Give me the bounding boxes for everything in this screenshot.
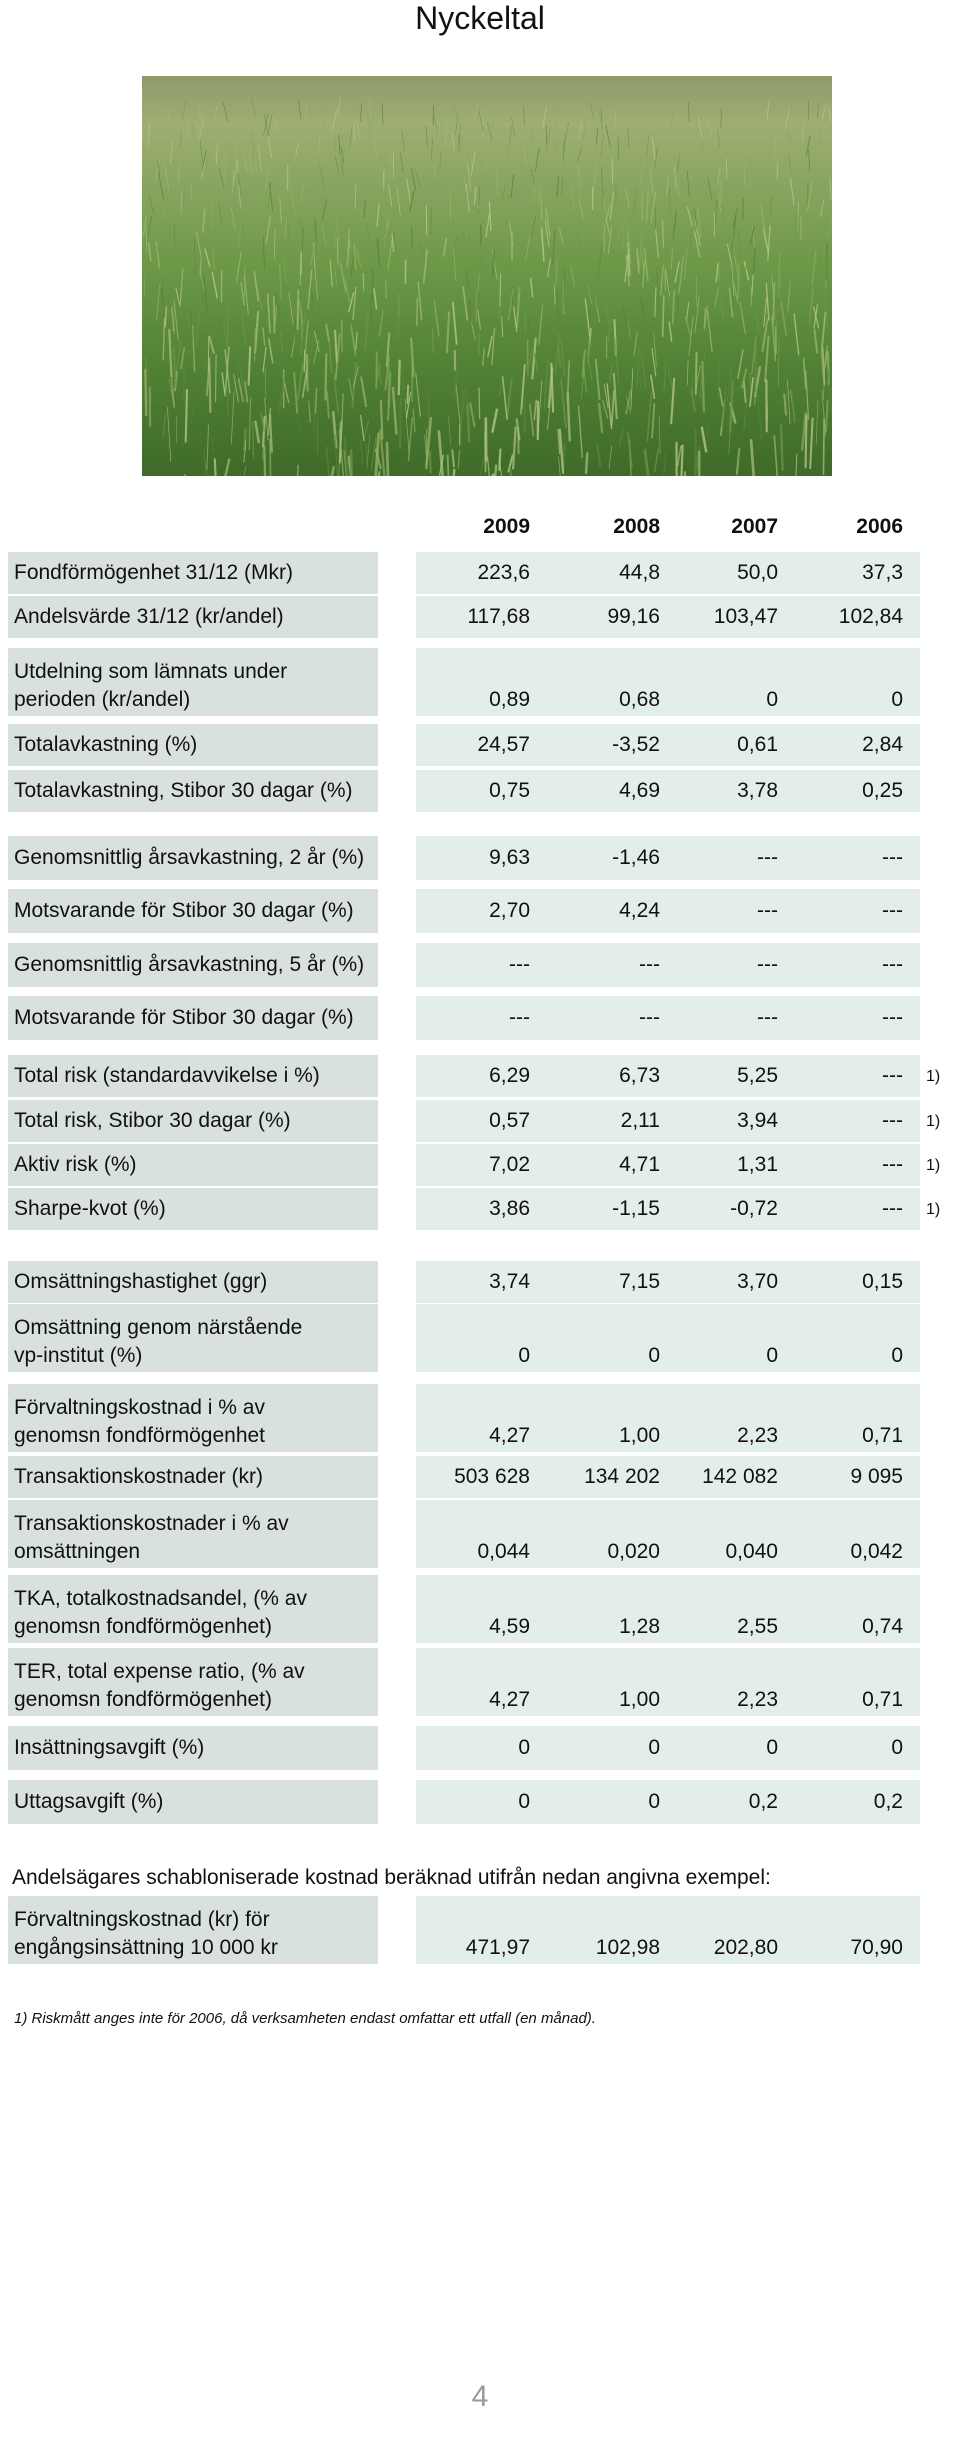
cell-value: 5,25	[737, 1064, 778, 1087]
row-label	[8, 596, 378, 638]
cell-value: ---	[882, 1109, 903, 1132]
row-label	[8, 943, 378, 987]
row-label-text: Total risk (standardavvikelse i %)	[14, 1064, 320, 1087]
row-label-text: Omsättning genom närstående vp-institut (%)	[14, 1316, 303, 1367]
cell-value: 0,2	[873, 1790, 903, 1813]
cell-value: 134 202	[584, 1465, 660, 1488]
row-label	[8, 1304, 378, 1372]
cell-value: ---	[882, 1006, 903, 1029]
cell-value: 0,15	[862, 1270, 903, 1293]
cell-value: 6,73	[619, 1064, 660, 1087]
cell-value: 7,15	[619, 1270, 660, 1293]
cell-value: ---	[757, 953, 778, 976]
row-label	[8, 1261, 378, 1303]
page-title: Nyckeltal	[415, 0, 545, 36]
row-label-text: Uttagsavgift (%)	[14, 1790, 164, 1813]
cell-value: -1,46	[612, 846, 660, 869]
cell-value: 102,84	[838, 605, 903, 628]
cell-value: 2,23	[737, 1424, 778, 1447]
table-row	[8, 1500, 920, 1568]
cell-value: ---	[757, 1006, 778, 1029]
cell-value: 0	[891, 1344, 903, 1367]
cell-value: ---	[757, 846, 778, 869]
table-row	[8, 1261, 920, 1303]
row-label	[8, 1780, 378, 1824]
cell-value: 70,90	[850, 1936, 903, 1959]
cell-value: 0,71	[862, 1688, 903, 1711]
cell-value: 223,6	[477, 561, 530, 584]
page-number: 4	[471, 2380, 489, 2413]
footnote-marker: 1)	[926, 1113, 941, 1130]
table-row	[8, 1188, 920, 1230]
year-header: 2007	[731, 515, 778, 538]
row-label-text: Totalavkastning (%)	[14, 733, 198, 756]
cell-value: 0,2	[748, 1790, 778, 1813]
table-row	[8, 1896, 920, 1964]
row-label-text: Totalavkastning, Stibor 30 dagar (%)	[14, 779, 353, 802]
cell-value: 0	[766, 688, 778, 711]
row-values	[416, 1456, 920, 1498]
table-row	[8, 943, 920, 987]
cell-value: ---	[757, 899, 778, 922]
table-row	[8, 1304, 920, 1372]
cell-value: ---	[509, 953, 530, 976]
row-values	[416, 1500, 920, 1568]
row-label-text: Motsvarande för Stibor 30 dagar (%)	[14, 1006, 354, 1029]
cell-value: 44,8	[619, 561, 660, 584]
cell-value: 3,74	[489, 1270, 530, 1293]
row-label-text: Genomsnittlig årsavkastning, 2 år (%)	[14, 846, 365, 869]
year-header: 2008	[613, 515, 660, 538]
row-label	[8, 770, 378, 812]
row-label-text: Förvaltningskostnad (kr) för engångsinsättning 10 000 kr	[14, 1908, 278, 1959]
cell-value: 3,78	[737, 779, 778, 802]
cell-value: ---	[882, 899, 903, 922]
cell-value: ---	[882, 1064, 903, 1087]
cell-value: 202,80	[713, 1936, 778, 1959]
cell-value: 0,68	[619, 688, 660, 711]
row-label-text: Insättningsavgift (%)	[14, 1736, 205, 1759]
wheat-field-photo	[142, 76, 832, 476]
cell-value: 0,042	[850, 1540, 903, 1563]
cell-value: 117,68	[467, 605, 530, 628]
table-row	[8, 1144, 920, 1186]
cell-value: 102,98	[595, 1936, 660, 1959]
cell-value: 1,31	[737, 1153, 778, 1176]
row-values	[416, 943, 920, 987]
table-row	[8, 996, 920, 1040]
table-row	[8, 724, 920, 766]
year-header-row	[0, 512, 960, 542]
row-label-text: Genomsnittlig årsavkastning, 5 år (%)	[14, 953, 365, 976]
row-values	[416, 1780, 920, 1824]
row-values	[416, 1575, 920, 1643]
row-label-text: Förvaltningskostnad i % av genomsn fondförmögenhet	[14, 1396, 266, 1447]
cell-value: 142 082	[702, 1465, 778, 1488]
table-row	[8, 770, 920, 812]
row-values	[416, 1648, 920, 1716]
row-label-text: TER, total expense ratio, (% av genomsn fondförmögenhet)	[14, 1660, 305, 1711]
cell-value: ---	[639, 1006, 660, 1029]
cell-value: 2,55	[737, 1615, 778, 1638]
row-label	[8, 836, 378, 880]
table-row	[8, 552, 920, 594]
cell-value: -0,72	[730, 1197, 778, 1220]
row-values	[416, 770, 920, 812]
row-values	[416, 1384, 920, 1452]
cell-value: 471,97	[465, 1936, 530, 1959]
row-label-text: Fondförmögenhet 31/12 (Mkr)	[14, 561, 293, 584]
cell-value: 37,3	[862, 561, 903, 584]
cell-value: 3,86	[489, 1197, 530, 1220]
row-label	[8, 552, 378, 594]
footnote: 1) Riskmått anges inte för 2006, då verksamheten endast omfattar ett utfall (en månad).	[14, 2010, 596, 2027]
row-values	[416, 596, 920, 638]
cell-value: 2,70	[489, 899, 530, 922]
row-label	[8, 1575, 378, 1643]
row-label-text: Total risk, Stibor 30 dagar (%)	[14, 1109, 291, 1132]
table-row	[8, 1100, 920, 1142]
cell-value: 503 628	[454, 1465, 530, 1488]
cell-value: 103,47	[713, 605, 778, 628]
cell-value: 4,27	[489, 1424, 530, 1447]
table-row	[8, 1456, 920, 1498]
cell-value: 0,25	[862, 779, 903, 802]
cell-value: 1,28	[619, 1615, 660, 1638]
cell-value: 0	[518, 1344, 530, 1367]
cell-value: 0	[766, 1736, 778, 1759]
cell-value: 0	[648, 1344, 660, 1367]
row-label	[8, 1188, 378, 1230]
cell-value: 4,27	[489, 1688, 530, 1711]
cell-value: 2,11	[620, 1109, 660, 1132]
table-row	[8, 1384, 920, 1452]
row-label	[8, 1896, 378, 1964]
cell-value: ---	[882, 1197, 903, 1220]
table-row	[8, 1648, 920, 1716]
footnote-marker: 1)	[926, 1068, 941, 1085]
cell-value: 0,75	[489, 779, 530, 802]
footnote-marker: 1)	[926, 1201, 941, 1218]
row-values	[416, 1144, 920, 1186]
row-label	[8, 724, 378, 766]
row-label-text: TKA, totalkostnadsandel, (% av genomsn fondförmögenhet)	[14, 1587, 307, 1638]
cell-value: ---	[882, 846, 903, 869]
cell-value: 9 095	[850, 1465, 903, 1488]
cell-value: 24,57	[477, 733, 530, 756]
row-values	[416, 1726, 920, 1770]
table-row	[8, 1726, 920, 1770]
row-label	[8, 1726, 378, 1770]
cell-value: 0,61	[737, 733, 778, 756]
row-label-text: Sharpe-kvot (%)	[14, 1197, 166, 1220]
cell-value: 0,71	[862, 1424, 903, 1447]
row-label	[8, 1100, 378, 1142]
row-values	[416, 889, 920, 933]
row-label	[8, 996, 378, 1040]
cell-value: 1,00	[619, 1688, 660, 1711]
row-values	[416, 1304, 920, 1372]
example-intro: Andelsägares schabloniserade kostnad beräknad utifrån nedan angivna exempel:	[12, 1866, 771, 1889]
footnote-marker: 1)	[926, 1157, 941, 1174]
cell-value: 2,84	[862, 733, 903, 756]
row-values	[416, 1896, 920, 1964]
cell-value: 0,89	[489, 688, 530, 711]
table-row	[8, 836, 920, 880]
cell-value: 0,74	[862, 1615, 903, 1638]
cell-value: 3,94	[737, 1109, 778, 1132]
cell-value: 2,23	[737, 1688, 778, 1711]
table-row	[8, 1575, 920, 1643]
row-label-text: Omsättningshastighet (ggr)	[14, 1270, 268, 1293]
cell-value: 50,0	[737, 561, 778, 584]
row-label	[8, 1456, 378, 1498]
cell-value: 7,02	[489, 1153, 530, 1176]
row-values	[416, 1055, 920, 1097]
row-label-text: Transaktionskostnader (kr)	[14, 1465, 263, 1488]
row-label	[8, 1144, 378, 1186]
cell-value: -1,15	[612, 1197, 660, 1220]
cell-value: 6,29	[489, 1064, 530, 1087]
row-label	[8, 1055, 378, 1097]
cell-value: 0	[766, 1344, 778, 1367]
row-label	[8, 648, 378, 716]
cell-value: -3,52	[612, 733, 660, 756]
cell-value: 0	[891, 688, 903, 711]
row-values	[416, 1261, 920, 1303]
row-values	[416, 724, 920, 766]
cell-value: 0,044	[477, 1540, 530, 1563]
cell-value: 0	[891, 1736, 903, 1759]
row-label-text: Motsvarande för Stibor 30 dagar (%)	[14, 899, 354, 922]
cell-value: ---	[882, 1153, 903, 1176]
table-row	[8, 889, 920, 933]
year-header: 2009	[483, 515, 530, 538]
cell-value: 99,16	[607, 605, 660, 628]
cell-value: 0	[648, 1736, 660, 1759]
row-label-text: Transaktionskostnader i % av omsättningen	[14, 1512, 289, 1563]
row-label-text: Aktiv risk (%)	[14, 1153, 137, 1176]
table-row	[8, 596, 920, 638]
cell-value: 0,57	[489, 1109, 530, 1132]
cell-value: 0	[648, 1790, 660, 1813]
row-values	[416, 1188, 920, 1230]
row-label	[8, 889, 378, 933]
cell-value: ---	[509, 1006, 530, 1029]
row-values	[416, 1100, 920, 1142]
cell-value: ---	[882, 953, 903, 976]
cell-value: 9,63	[489, 846, 530, 869]
cell-value: 4,24	[619, 899, 660, 922]
row-label-text: Utdelning som lämnats under perioden (kr/andel)	[14, 660, 288, 711]
row-values	[416, 836, 920, 880]
cell-value: 0	[518, 1790, 530, 1813]
cell-value: 1,00	[619, 1424, 660, 1447]
table-row	[8, 648, 920, 716]
cell-value: 3,70	[737, 1270, 778, 1293]
table-row	[8, 1055, 920, 1097]
row-label	[8, 1500, 378, 1568]
row-label	[8, 1648, 378, 1716]
row-label-text: Andelsvärde 31/12 (kr/andel)	[14, 605, 284, 628]
cell-value: 4,69	[619, 779, 660, 802]
row-values	[416, 648, 920, 716]
table-row	[8, 1780, 920, 1824]
row-values	[416, 552, 920, 594]
cell-value: 4,59	[489, 1615, 530, 1638]
row-label	[8, 1384, 378, 1452]
cell-value: 0,040	[725, 1540, 778, 1563]
cell-value: 4,71	[619, 1153, 660, 1176]
row-values	[416, 996, 920, 1040]
cell-value: ---	[639, 953, 660, 976]
year-header: 2006	[856, 515, 903, 538]
cell-value: 0,020	[607, 1540, 660, 1563]
cell-value: 0	[518, 1736, 530, 1759]
